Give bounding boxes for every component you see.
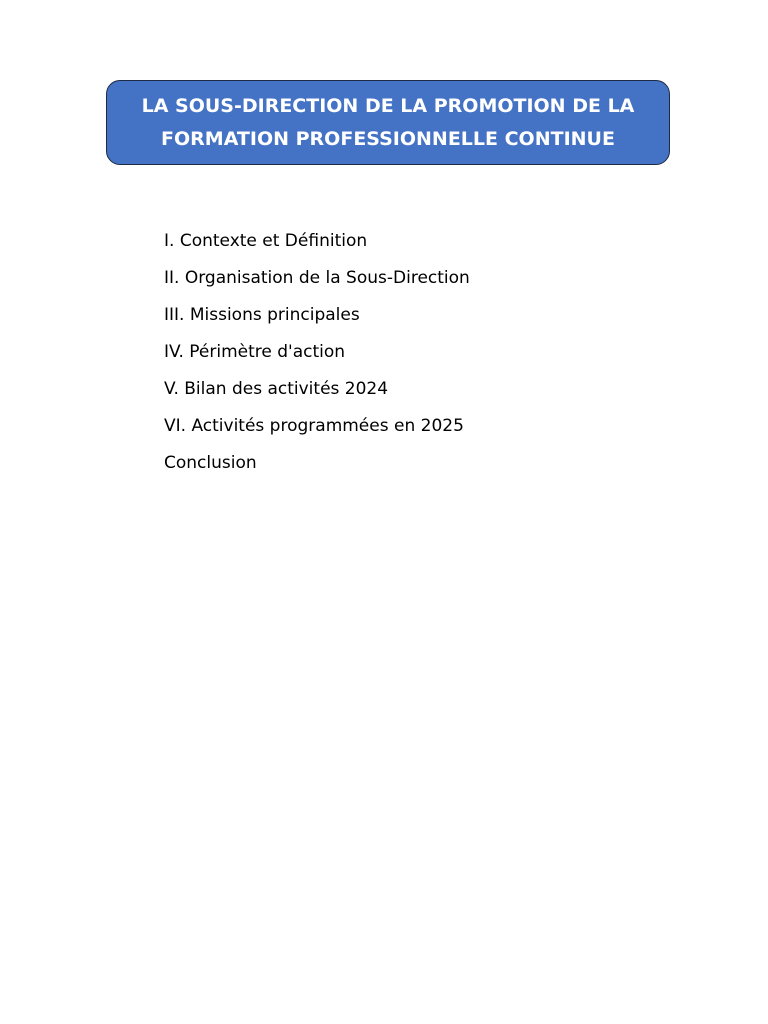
toc-item-activites: VI. Activités programmées en 2025 bbox=[164, 416, 464, 436]
table-of-contents bbox=[164, 225, 470, 484]
title-line-1: LA SOUS-DIRECTION DE LA PROMOTION DE LA bbox=[141, 94, 635, 117]
toc-item-organisation: II. Organisation de la Sous-Direction bbox=[164, 268, 470, 288]
toc-item-missions: III. Missions principales bbox=[164, 305, 360, 325]
title-banner bbox=[106, 80, 670, 165]
toc-item-perimetre: IV. Périmètre d'action bbox=[164, 342, 346, 362]
toc-item-conclusion: Conclusion bbox=[164, 453, 257, 473]
title-line-2: FORMATION PROFESSIONNELLE CONTINUE bbox=[161, 127, 615, 150]
toc-item-bilan: V. Bilan des activités 2024 bbox=[164, 379, 389, 399]
toc-item-contexte: I. Contexte et Définition bbox=[164, 231, 368, 251]
